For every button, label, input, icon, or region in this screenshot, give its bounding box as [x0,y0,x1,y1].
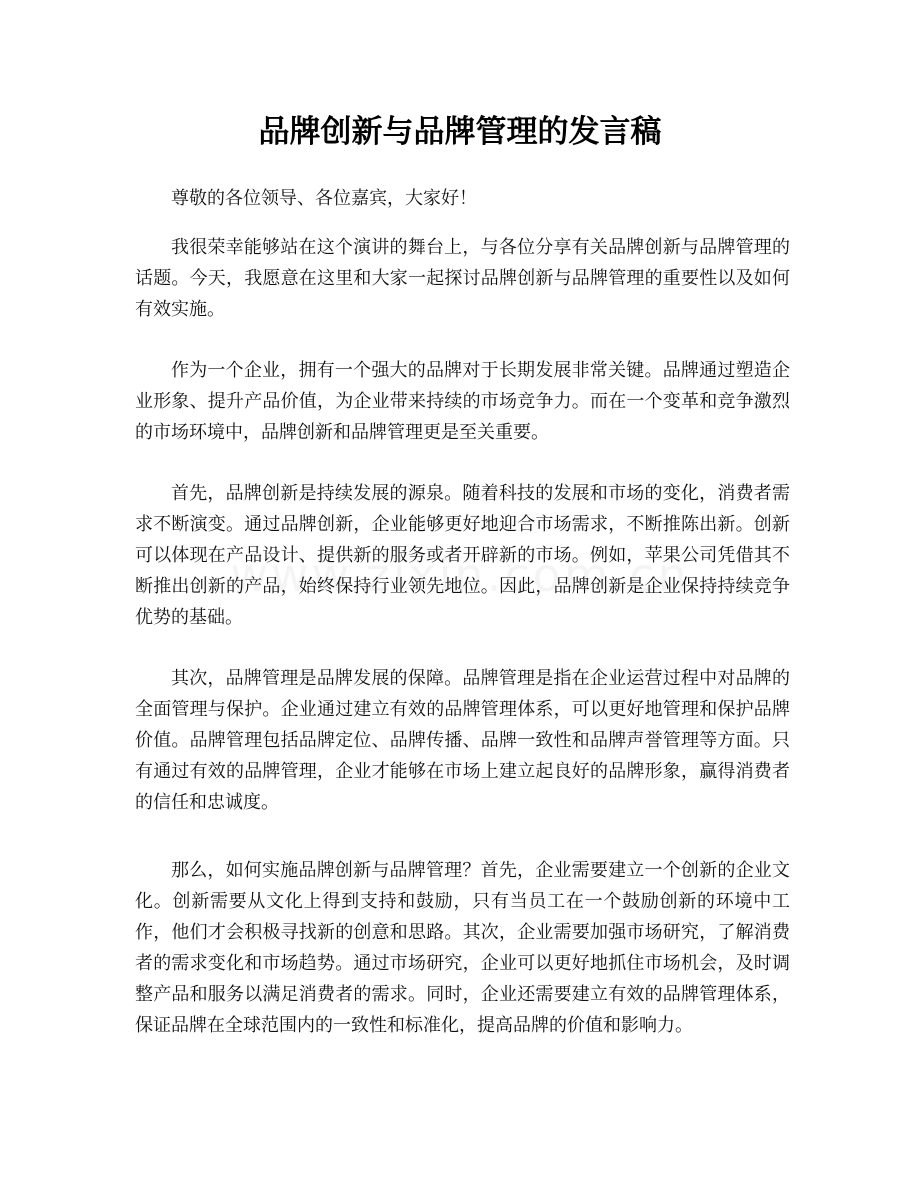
paragraph-greeting: 尊敬的各位领导、各位嘉宾，大家好！ [171,188,477,209]
paragraph-innovation: 首先，品牌创新是持续发展的源泉。随着科技的发展和市场的变化，消费者需求不断演变。通过品牌创新，企业能够更好地迎合市场需求，不断推陈出新。创新可以体现在产品设计、提供新的服务或者开辟新的市场。例如，苹果公司凭借其不断推出创新的产品，始终保持行业领先地位。因此，品牌创新是企业保持持续竞争优势的基础。 [135,483,790,628]
paragraph-intro: 我很荣幸能够站在这个演讲的舞台上，与各位分享有关品牌创新与品牌管理的话题。今天，我愿意在这里和大家一起探讨品牌创新与品牌管理的重要性以及如何有效实施。 [135,237,790,320]
document-title: 品牌创新与品牌管理的发言稿 [258,114,662,150]
paragraph-implementation: 那么，如何实施品牌创新与品牌管理？首先，企业需要建立一个创新的企业文化。创新需要从文化上得到支持和鼓励，只有当员工在一个鼓励创新的环境中工作，他们才会积极寻找新的创意和思路。其次，企业需要加强市场研究，了解消费者的需求变化和市场趋势。通过市场研究，企业可以更好地抓住市场机会，及时调整产品和服务以满足消费者的需求。同时，企业还需要建立有效的品牌管理体系，保证品牌在全球范围内的一致性和标准化，提高品牌的价值和影响力。 [135,860,790,1036]
paragraph-importance: 作为一个企业，拥有一个强大的品牌对于长期发展非常关键。品牌通过塑造企业形象、提升产品价值，为企业带来持续的市场竞争力。而在一个变革和竞争激烈的市场环境中，品牌创新和品牌管理更是至关重要。 [135,360,790,443]
paragraph-management: 其次，品牌管理是品牌发展的保障。品牌管理是指在企业运营过程中对品牌的全面管理与保护。企业通过建立有效的品牌管理体系，可以更好地管理和保护品牌价值。品牌管理包括品牌定位、品牌传播、品牌一致性和品牌声誉管理等方面。只有通过有效的品牌管理，企业才能够在市场上建立起良好的品牌形象，赢得消费者的信任和忠诚度。 [135,668,790,813]
